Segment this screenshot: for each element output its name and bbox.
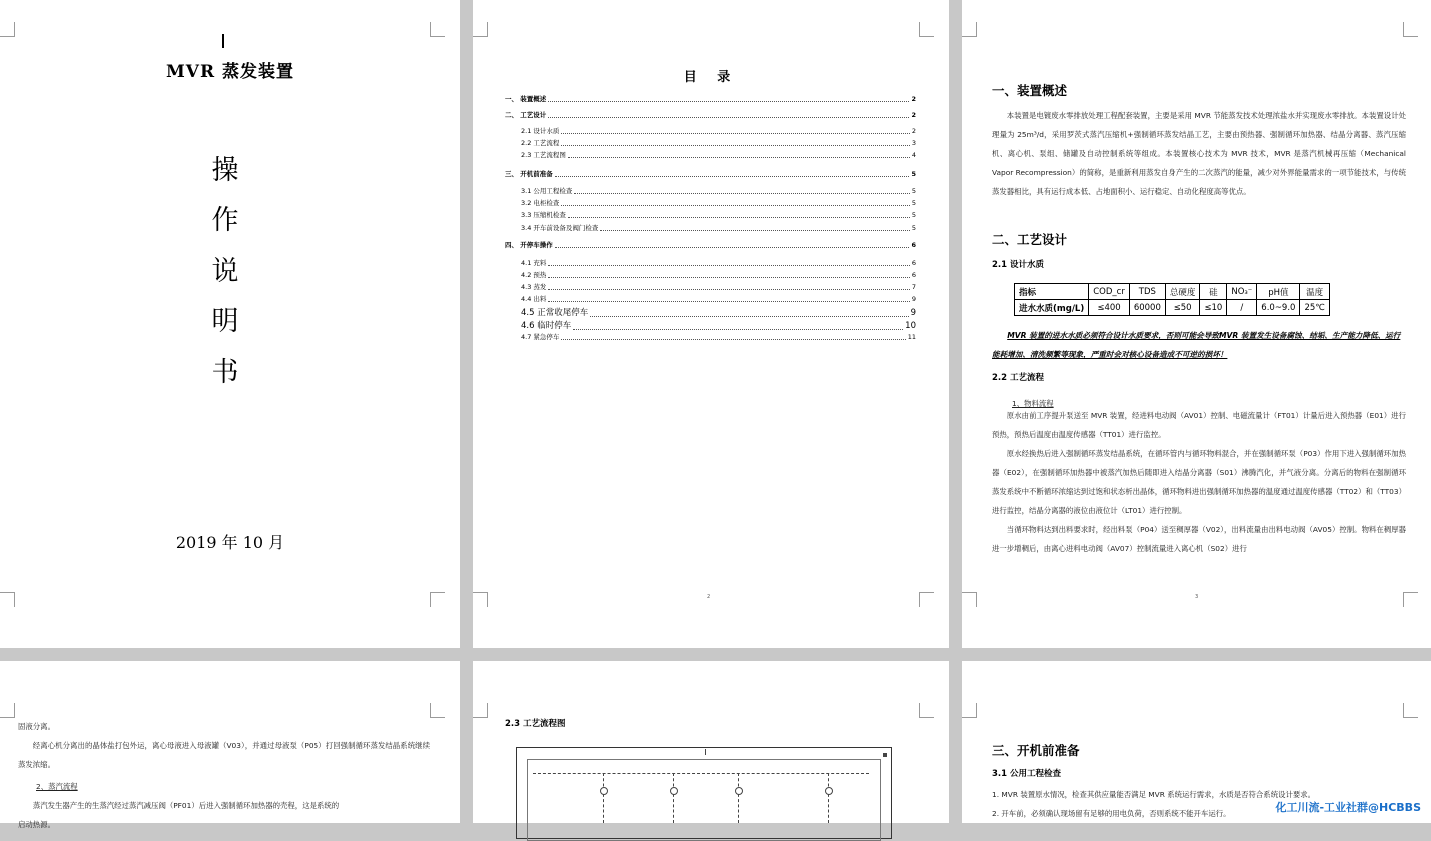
toc-item[interactable] xyxy=(505,241,916,249)
toc-item-page: 3 xyxy=(911,139,916,147)
table-cell: 指标 xyxy=(1015,284,1089,300)
toc-item-label: 4.2 预热 xyxy=(521,271,547,279)
cover-page xyxy=(0,0,460,648)
list-item: 2. 开车前，必须确认现场留有足够的用电负荷，否则系统不能开车运行。 xyxy=(992,809,1231,818)
flow-line xyxy=(603,773,604,823)
cover-vertical-char: 作 xyxy=(211,205,239,236)
table-cell: TDS xyxy=(1129,284,1165,300)
toc-leader-dots xyxy=(548,101,909,102)
table-cell: 6.0~9.0 xyxy=(1257,300,1300,316)
toc-item-page: 4 xyxy=(911,151,916,159)
cover-vertical-char: 操 xyxy=(211,155,239,186)
toc-item-label: 2.1 设计水质 xyxy=(521,127,560,135)
toc-item[interactable] xyxy=(521,199,916,207)
crop-mark xyxy=(473,703,488,718)
toc-leader-dots xyxy=(568,157,910,158)
toc-leader-dots xyxy=(548,117,909,118)
toc-item-label: 二、 工艺设计 xyxy=(505,111,547,119)
cover-vertical-char: 明 xyxy=(211,306,239,337)
cover-title: MVR 蒸发装置 xyxy=(165,62,295,82)
crop-mark xyxy=(473,22,488,37)
body-line: 启动热源。 xyxy=(18,820,55,829)
toc-leader-dots xyxy=(561,133,909,134)
sub-heading-text: 2、蒸汽流程 xyxy=(36,782,78,791)
toc-leader-dots xyxy=(561,145,909,146)
table-cell: 进水水质(mg/L) xyxy=(1015,300,1089,316)
toc-item-label: 四、 开停车操作 xyxy=(505,241,553,249)
toc-item-page: 5 xyxy=(911,199,916,207)
toc-leader-dots xyxy=(548,289,909,290)
toc-item[interactable] xyxy=(521,308,916,318)
table-cell: NO₃⁻ xyxy=(1227,284,1257,300)
toc-item-page: 6 xyxy=(911,259,916,267)
toc-leader-dots xyxy=(590,316,908,317)
crop-mark xyxy=(0,592,15,607)
crop-mark xyxy=(430,703,445,718)
section-heading: 一、装置概述 xyxy=(992,83,1068,98)
cover-date: 2019 年 10 月 xyxy=(175,533,285,552)
page-4 xyxy=(0,661,460,829)
toc-item[interactable] xyxy=(521,151,916,159)
toc-item[interactable] xyxy=(521,127,916,135)
table-cell: pH值 xyxy=(1257,284,1300,300)
table-cell: 温度 xyxy=(1300,284,1329,300)
crop-mark xyxy=(1403,703,1418,718)
toc-item-label: 4.7 紧急停车 xyxy=(521,333,560,341)
toc-item-label: 一、 装置概述 xyxy=(505,95,547,103)
toc-item-page: 5 xyxy=(911,211,916,219)
page-5-flow-diagram xyxy=(473,661,949,823)
flow-paragraph: 原水由前工序提升泵送至 MVR 装置，经进料电动阀（AV01）控制、电磁流量计（FT01）计量后进入预热器（E01）进行预热，预热后温度由温度传感器（TT01）进行监控。 xyxy=(992,411,1406,439)
water-quality-table xyxy=(1014,283,1330,316)
body-paragraph: 蒸汽发生器产生的生蒸汽经过蒸汽减压阀（PF01）后进入强制循环加热器的壳程，这是系统的 xyxy=(32,801,340,810)
table-cell: 60000 xyxy=(1129,300,1165,316)
toc-item-page: 2 xyxy=(911,95,916,103)
crop-mark xyxy=(962,703,977,718)
toc-leader-dots xyxy=(548,277,909,278)
toc-item[interactable] xyxy=(521,187,916,195)
table-header-row xyxy=(1015,284,1330,300)
toc-item[interactable] xyxy=(521,295,916,303)
toc-item-label: 三、 开机前准备 xyxy=(505,170,553,178)
toc-item[interactable] xyxy=(521,321,916,331)
flow-body xyxy=(992,406,1406,558)
toc-item-label: 4.3 蒸发 xyxy=(521,283,547,291)
text-cursor xyxy=(222,34,224,48)
table-cell: / xyxy=(1227,300,1257,316)
toc-leader-dots xyxy=(561,205,909,206)
toc-item-label: 4.1 充料 xyxy=(521,259,547,267)
subsection-heading: 3.1 公用工程检查 xyxy=(992,769,1062,779)
toc-item[interactable] xyxy=(521,271,916,279)
toc-item-page: 7 xyxy=(911,283,916,291)
toc-item-label: 4.6 临时停车 xyxy=(521,321,572,331)
crop-mark xyxy=(430,22,445,37)
toc-title: 目 录 xyxy=(683,70,739,85)
crop-mark xyxy=(1403,592,1418,607)
overview-page xyxy=(962,0,1431,648)
flow-line xyxy=(828,773,829,823)
instrument-tag-icon xyxy=(670,787,678,795)
toc-item[interactable] xyxy=(521,224,916,232)
toc-leader-dots xyxy=(568,217,910,218)
flow-paragraph: 原水经换热后进入强制循环蒸发结晶系统，在循环管内与循环物料混合，并在强制循环泵（P03）作用下进入强制循环加热器（E02），在强制循环加热器中被蒸汽加热后随即进入结晶分离器（S01）沸腾汽化，并气液分离。分离后的物料在强制循环蒸发系统中不断循环浓缩达到过饱和状态析出晶体，循环物料进出强制循环加热器的温度通过温度传感器（TT02）和（TT03）进行监控，结晶分离器的液位由液位计（LT01）进行控制。 xyxy=(992,449,1406,515)
flow-line xyxy=(673,773,674,823)
flow-paragraph: 当循环物料达到出料要求时，经出料泵（P04）送至稠厚器（V02），出料流量由出料电动阀（AV05）控制。物料在稠厚器进一步增稠后，由离心进料电动阀（AV07）控制流量进入离心机（S02）进行 xyxy=(992,525,1406,553)
toc-item-page: 9 xyxy=(910,308,916,318)
crop-mark xyxy=(919,22,934,37)
warning-text: MVR 装置的进水水质必须符合设计水质要求，否则可能会导致MVR 装置发生设备腐蚀、结垢、生产能力降低、运行能耗增加、清洗频繁等现象，严重时会对核心设备造成不可逆的损坏！ xyxy=(992,331,1401,359)
toc-leader-dots xyxy=(573,329,903,330)
table-cell: ≤50 xyxy=(1165,300,1200,316)
crop-mark xyxy=(430,592,445,607)
crop-mark xyxy=(0,22,15,37)
toc-item-page: 6 xyxy=(911,241,916,249)
toc-leader-dots xyxy=(600,230,909,231)
toc-item-page: 5 xyxy=(911,224,916,232)
toc-item-label: 3.2 电柜检查 xyxy=(521,199,560,207)
table-cell: ≤10 xyxy=(1200,300,1227,316)
toc-item-page: 10 xyxy=(905,321,916,331)
crop-mark xyxy=(1403,22,1418,37)
crop-mark xyxy=(919,703,934,718)
crop-mark xyxy=(919,592,934,607)
sub-heading-steam xyxy=(18,774,430,796)
toc-leader-dots xyxy=(555,176,910,177)
section-heading: 三、开机前准备 xyxy=(992,743,1080,758)
flow-line xyxy=(738,773,739,823)
subsection-heading: 2.1 设计水质 xyxy=(992,260,1045,270)
toc-leader-dots xyxy=(555,247,910,248)
body-paragraph: 经离心机分离出的晶体盐打包外运，离心母液进入母液罐（V03），并通过母液泵（P05）打回强制循环蒸发结晶系统继续蒸发浓缩。 xyxy=(18,741,430,769)
table-cell: 硅 xyxy=(1200,284,1227,300)
toc-leader-dots xyxy=(548,265,909,266)
toc-item-label: 4.5 正常收尾停车 xyxy=(521,308,589,318)
toc-item-label: 3.1 公用工程检查 xyxy=(521,187,573,195)
toc-item-label: 3.4 开车前设备及阀门检查 xyxy=(521,224,599,232)
body-line: 固液分离。 xyxy=(18,722,55,731)
crop-mark xyxy=(0,703,15,718)
instrument-tag-icon xyxy=(825,787,833,795)
table-cell: 25℃ xyxy=(1300,300,1329,316)
page4-body xyxy=(18,717,430,834)
watermark: 化工川流-工业社群@HCBBS xyxy=(1275,801,1421,814)
toc-item[interactable] xyxy=(521,333,916,341)
toc-leader-dots xyxy=(574,193,909,194)
subsection-heading: 2.2 工艺流程 xyxy=(992,373,1045,383)
instrument-tag-icon xyxy=(600,787,608,795)
toc-leader-dots xyxy=(561,339,905,340)
toc-item[interactable] xyxy=(505,95,916,103)
toc-item-page: 5 xyxy=(911,187,916,195)
toc-item[interactable] xyxy=(521,139,916,147)
list-item: 1. MVR 装置原水情况，检查其供应量能否满足 MVR 系统运行需求，水质是否符合系统设计要求。 xyxy=(992,790,1316,799)
subsection-heading: 2.3 工艺流程图 xyxy=(505,719,566,729)
flow-marker xyxy=(883,753,887,757)
section-heading: 二、工艺设计 xyxy=(992,232,1068,247)
toc-item[interactable] xyxy=(521,259,916,267)
table-cell: 总硬度 xyxy=(1165,284,1200,300)
toc-item-page: 6 xyxy=(911,271,916,279)
toc-item-page: 2 xyxy=(911,127,916,135)
instrument-tag-icon xyxy=(735,787,743,795)
toc-item-label: 3.3 压缩机检查 xyxy=(521,211,566,219)
toc-item-page: 2 xyxy=(911,111,916,119)
toc-item-page: 5 xyxy=(911,170,916,178)
sub-heading-text: 1、物料流程 xyxy=(1012,399,1054,408)
toc-item[interactable] xyxy=(521,211,916,219)
toc-page xyxy=(473,0,949,648)
toc-item-label: 4.4 出料 xyxy=(521,295,547,303)
toc-item[interactable] xyxy=(505,111,916,119)
table-cell: ≤400 xyxy=(1089,300,1130,316)
cover-vertical-char: 书 xyxy=(211,357,239,388)
crop-mark xyxy=(962,592,977,607)
toc-item-label: 2.3 工艺流程图 xyxy=(521,151,566,159)
crop-mark xyxy=(962,22,977,37)
toc-item[interactable] xyxy=(505,170,916,178)
toc-leader-dots xyxy=(548,301,909,302)
warning-block xyxy=(992,326,1406,364)
toc-item-page: 9 xyxy=(911,295,916,303)
table-row xyxy=(1015,300,1330,316)
page-number: 3 xyxy=(1195,594,1199,600)
cover-vertical-char: 说 xyxy=(211,256,239,287)
crop-mark xyxy=(473,592,488,607)
flow-marker xyxy=(705,749,706,755)
flow-line xyxy=(533,773,869,774)
table-cell: COD_cr xyxy=(1089,284,1130,300)
toc-item[interactable] xyxy=(521,283,916,291)
overview-paragraph: 本装置是电镀废水零排放处理工程配套装置，主要是采用 MVR 节能蒸发技术处理浓盐水并实现废水零排放。本装置设计处理量为 25m³/d，采用罗茨式蒸汽压缩机+强制循环蒸发结晶工艺，主要由预热器、强制循环加热器、结晶分离器、蒸汽压缩机、离心机、泵组、储罐及自动控制系统等组成。本装置核心技术为 MVR 技术，MVR 是蒸汽机械再压缩（Mechanical Vapor Recompression）的简称，是重新利用蒸发自身产生的二次蒸汽的能量，减少对外界能量需求的一项节能技术，与传统蒸发器相比，具有运行成本低、占地面积小、运行稳定、自动化程度高等优点。 xyxy=(992,111,1406,196)
toc-item-page: 11 xyxy=(907,333,916,341)
page-number: 2 xyxy=(707,594,711,600)
overview-body xyxy=(992,106,1406,201)
toc-item-label: 2.2 工艺流程 xyxy=(521,139,560,147)
